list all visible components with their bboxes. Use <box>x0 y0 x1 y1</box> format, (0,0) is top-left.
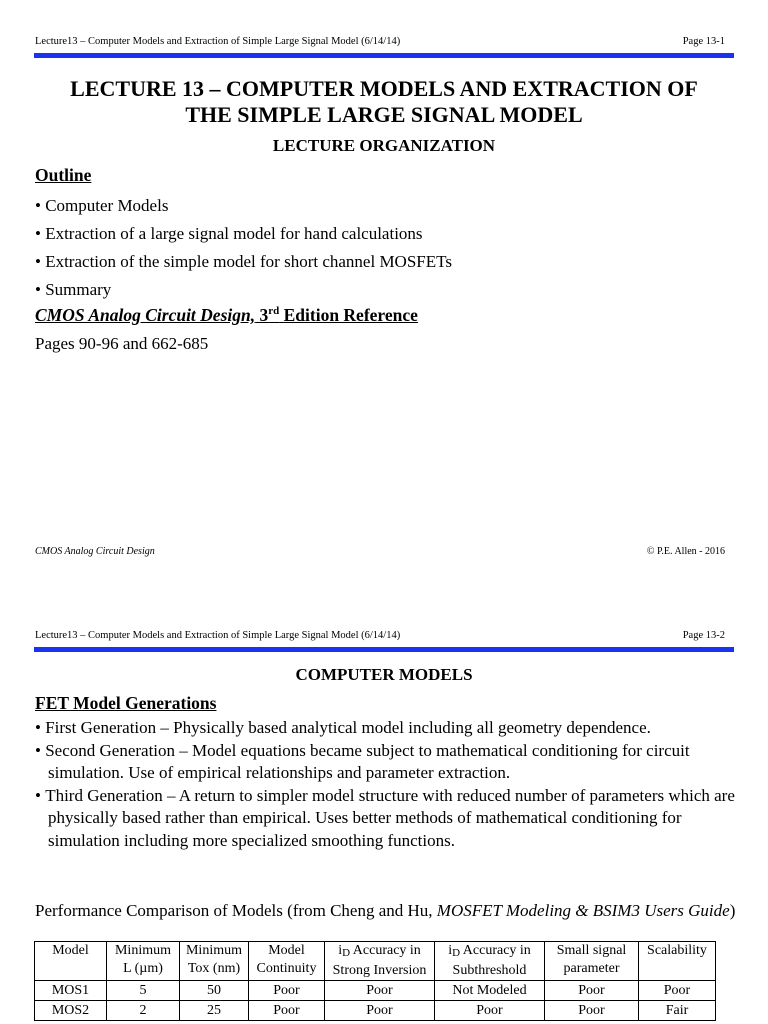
outline-item: • Summary <box>35 276 740 304</box>
slide1-header-page: Page 13-1 <box>682 36 725 47</box>
outline-list <box>35 192 740 304</box>
col-header-min-l: Minimum L (µm) <box>107 942 180 981</box>
comparison-source: MOSFET Modeling & BSIM3 Users Guide <box>436 901 730 920</box>
col-header-min-tox: Minimum Tox (nm) <box>180 942 249 981</box>
col-header-subthreshold: iD Accuracy in Subthreshold <box>435 942 545 981</box>
table-cell: Poor <box>325 981 435 1001</box>
table-cell: MOS2 <box>35 1001 107 1021</box>
table-cell: Poor <box>545 1001 639 1021</box>
slide1-subtitle: LECTURE ORGANIZATION <box>272 136 496 155</box>
comparison-intro-text: Performance Comparison of Models (from Cheng and Hu, <box>35 901 437 920</box>
slide2-header-page: Page 13-2 <box>682 630 725 641</box>
reference-rest: Edition Reference <box>283 305 418 325</box>
reference-heading <box>35 305 418 326</box>
slide2-header-left: Lecture13 – Computer Models and Extraction of Simple Large Signal Model (6/14/14) <box>35 630 401 641</box>
outline-item: • Extraction of the simple model for short channel MOSFETs <box>35 248 740 276</box>
outline-heading: Outline <box>35 165 92 185</box>
table-cell: 5 <box>107 981 180 1001</box>
slide2-header-rule <box>34 647 734 652</box>
col-header-small-signal: Small signal parameter <box>545 942 639 981</box>
table-cell: Poor <box>639 981 716 1001</box>
comparison-intro <box>35 900 740 921</box>
table-cell: Poor <box>325 1001 435 1021</box>
table-cell: Poor <box>545 981 639 1001</box>
generation-item: • First Generation – Physically based analytical model including all geometry dependence. <box>35 717 735 740</box>
slide2-title: COMPUTER MODELS <box>295 665 473 684</box>
table-cell: Poor <box>249 1001 325 1021</box>
table-cell: Not Modeled <box>435 981 545 1001</box>
slide1-header-rule <box>34 53 734 58</box>
slide1-footer-left: CMOS Analog Circuit Design <box>35 546 155 557</box>
fet-generations-heading: FET Model Generations <box>35 693 217 713</box>
table-cell: 25 <box>180 1001 249 1021</box>
table-cell: Fair <box>639 1001 716 1021</box>
reference-book-title: CMOS Analog Circuit Design, <box>35 305 256 325</box>
table-cell: Poor <box>435 1001 545 1021</box>
reference-pages: Pages 90-96 and 662-685 <box>35 334 209 353</box>
comparison-close: ) <box>729 901 736 920</box>
model-comparison-table <box>34 941 716 1021</box>
table-row <box>35 981 716 1001</box>
col-header-continuity: Model Continuity <box>249 942 325 981</box>
reference-edition-suffix: rd <box>268 305 280 318</box>
table-cell: 50 <box>180 981 249 1001</box>
col-header-scalability: Scalability <box>639 942 716 981</box>
outline-item: • Extraction of a large signal model for hand calculations <box>35 220 740 248</box>
generation-item: • Second Generation – Model equations became subject to mathematical conditioning for circuit simulation. Use of empirical relationships and parameter extraction. <box>35 740 735 785</box>
table-header-row <box>35 942 716 981</box>
generations-list <box>35 717 735 852</box>
slide1-title-line1: LECTURE 13 – COMPUTER MODELS AND EXTRACTION OF <box>70 76 698 101</box>
reference-edition-number: 3 <box>259 305 269 325</box>
generation-item: • Third Generation – A return to simpler model structure with reduced number of parameters which are physically based rather than empirical. Uses better methods of mathematical conditioning for simulation including more specialized smoothing functions. <box>35 785 735 853</box>
table-cell: Poor <box>249 981 325 1001</box>
slide1-title-line2: THE SIMPLE LARGE SIGNAL MODEL <box>185 102 583 127</box>
col-header-model: Model <box>35 942 107 981</box>
slide1-footer-copyright: © P.E. Allen - 2016 <box>646 546 725 557</box>
col-header-strong-inversion: iD Accuracy in Strong Inversion <box>325 942 435 981</box>
outline-item: • Computer Models <box>35 192 740 220</box>
table-row <box>35 1001 716 1021</box>
table-cell: 2 <box>107 1001 180 1021</box>
slide1-header-left: Lecture13 – Computer Models and Extraction of Simple Large Signal Model (6/14/14) <box>35 36 401 47</box>
table-cell: MOS1 <box>35 981 107 1001</box>
